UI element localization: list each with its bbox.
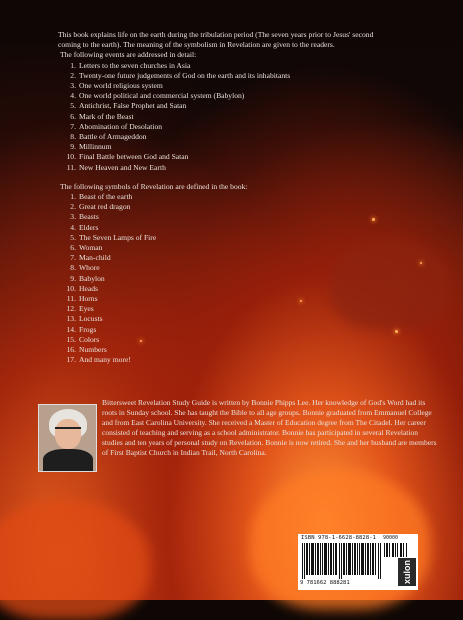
intro-line: This book explains life on the earth during the tribulation period (The seven years prior to Jesus' second: [58, 30, 374, 39]
barcode-icon: [302, 543, 382, 579]
barcode-digits: 9 781662 888281: [300, 580, 350, 586]
list-item: 9. Millinnum: [70, 142, 112, 152]
list-item: 16. Numbers: [66, 345, 107, 355]
list-item: 12. Eyes: [66, 304, 94, 314]
intro-line: coming to the earth). The meaning of the symbolism in Revelation are given to the readers.: [58, 40, 335, 50]
list-item: 1. Beast of the earth: [70, 192, 133, 202]
list-item: 4. Elders: [70, 222, 99, 232]
list-item: 14. Frogs: [66, 324, 97, 334]
list-item: 4. One world political and commercial system (Babylon): [70, 91, 245, 101]
ember: [420, 262, 422, 264]
list-item: 6. Woman: [70, 243, 103, 253]
events-list: [58, 61, 418, 173]
list-item: 11. Horns: [66, 294, 98, 304]
list-item: 9. Babylon: [70, 273, 105, 283]
list-item: 3. One world religious system: [70, 81, 163, 91]
publisher-logo: xulon: [398, 558, 416, 586]
symbols-list: [58, 192, 418, 365]
list-item: 8. Whore: [70, 263, 100, 273]
list-item: 5. The Seven Lamps of Fire: [70, 232, 157, 242]
list-item: 7. Abomination of Desolation: [70, 121, 163, 131]
events-heading: The following events are addressed in detail:: [60, 50, 197, 60]
list-item: 13. Locusts: [66, 314, 103, 324]
symbols-heading: The following symbols of Revelation are defined in the book:: [60, 181, 248, 191]
price-code: 90000: [383, 535, 399, 541]
barcode-box: [298, 534, 418, 590]
list-item: 2. Twenty-one future judgements of God on the earth and its inhabitants: [70, 70, 291, 80]
author-bio-section: [38, 398, 438, 478]
list-item: 5. Antichrist, False Prophet and Satan: [70, 101, 187, 111]
list-item: 7. Man-child: [70, 253, 111, 263]
list-item: 10. Heads: [66, 283, 98, 293]
description-block: [58, 30, 418, 366]
list-item: 11. New Heaven and New Earth: [66, 162, 166, 172]
list-item: 2. Great red dragon: [70, 202, 131, 212]
list-item: 15. Colors: [66, 334, 100, 344]
isbn-text: ISBN 978-1-6628-8828-1: [301, 535, 377, 541]
list-item: 10. Final Battle between God and Satan: [66, 152, 189, 162]
list-item: 8. Battle of Armageddon: [70, 132, 147, 142]
author-photo: [38, 404, 97, 472]
flame-glow: [0, 500, 150, 620]
list-item: 1. Letters to the seven churches in Asia: [70, 60, 191, 70]
price-barcode-icon: [384, 543, 408, 557]
list-item: 6. Mark of the Beast: [70, 111, 134, 121]
list-item: 3. Beasts: [70, 212, 99, 222]
author-bio-text: Bittersweet Revelation Study Guide is written by Bonnie Phipps Lee. Her knowledge of God's Word had its roots in Sunday school. She has taught the Bible to all age groups. Bonnie graduated from Emmanuel College and from East Carolina University. She received a Master of Education degree from The Citadel. Her career consisted of teaching and serving as a school administrator. Bonnie has participated in several Revelation studies and ten years of personal study on Revelation. Bonnie is now retired. She and her husband are members of First Baptist Church in Indian Trail, North Carolina.: [102, 398, 437, 457]
list-item: 17. And many more!: [66, 355, 131, 365]
